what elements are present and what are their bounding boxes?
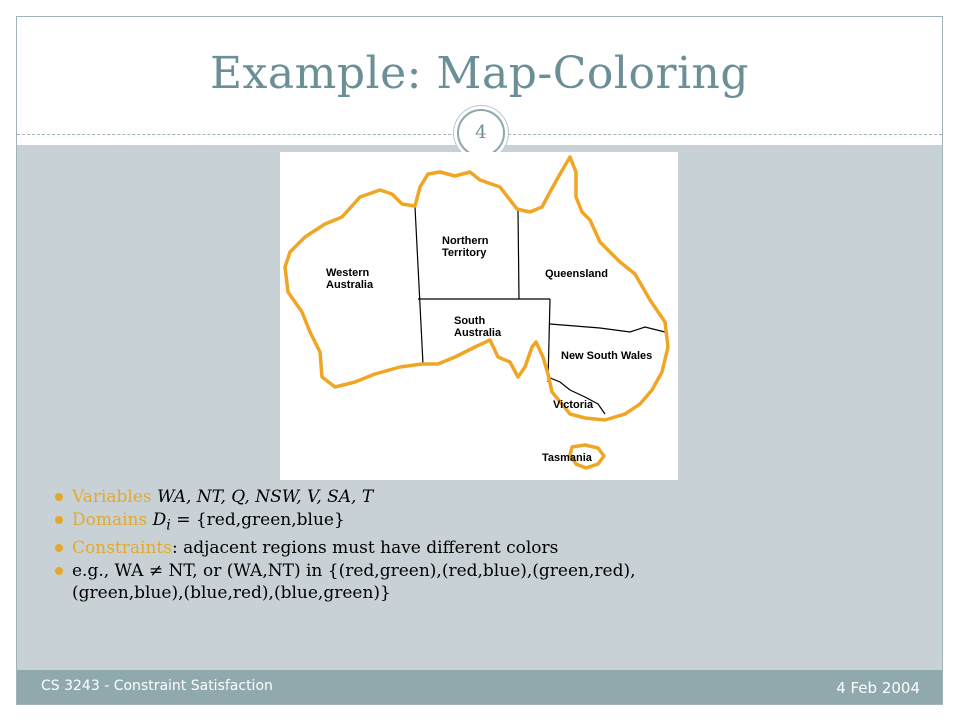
label-wa: Western Australia xyxy=(326,267,374,291)
bullet-domains xyxy=(52,509,922,536)
label-nsw: New South Wales xyxy=(561,350,653,362)
domains-sub: i xyxy=(166,517,171,534)
domains-label: Domains xyxy=(72,510,148,530)
bullet-dot xyxy=(55,544,63,552)
australia-map-svg xyxy=(280,152,678,480)
domains-value: = {red,green,blue} xyxy=(176,510,345,530)
bullet-dot xyxy=(55,516,63,524)
page-number: 4 xyxy=(475,122,487,143)
example-line1: e.g., WA ≠ NT, or (WA,NT) in {(red,green),(red,blue),(green,red), xyxy=(72,561,636,582)
label-sa: South Australia xyxy=(454,315,502,339)
bullet-example xyxy=(52,560,922,604)
domains-var: D xyxy=(152,510,167,530)
label-v: Victoria xyxy=(553,399,594,411)
footer-bar xyxy=(17,670,942,704)
variables-label: Variables xyxy=(72,487,152,507)
variables-value: WA, NT, Q, NSW, V, SA, T xyxy=(157,487,374,507)
label-nt: Northern Territory xyxy=(442,235,489,259)
australia-map xyxy=(280,152,678,480)
bullet-dot xyxy=(55,567,63,575)
constraints-label: Constraints xyxy=(72,538,172,559)
constraints-value: : adjacent regions must have different colors xyxy=(171,538,559,559)
footer-course: CS 3243 - Constraint Satisfaction xyxy=(41,678,273,694)
bullet-list xyxy=(52,486,922,605)
border-q-nsw xyxy=(550,324,665,332)
slide-title: Example: Map-Coloring xyxy=(209,48,750,99)
example-line2: (green,blue),(blue,red),(blue,green)} xyxy=(72,583,391,604)
bullet-variables xyxy=(52,486,922,508)
border-nt-q xyxy=(518,210,519,299)
footer-date: 4 Feb 2004 xyxy=(836,679,920,697)
label-t: Tasmania xyxy=(542,452,592,464)
label-q: Queensland xyxy=(545,268,608,280)
border-wa-nt-sa xyxy=(415,207,423,364)
page-number-badge xyxy=(457,109,505,157)
bullet-constraints xyxy=(52,537,922,559)
bullet-dot xyxy=(55,493,63,501)
